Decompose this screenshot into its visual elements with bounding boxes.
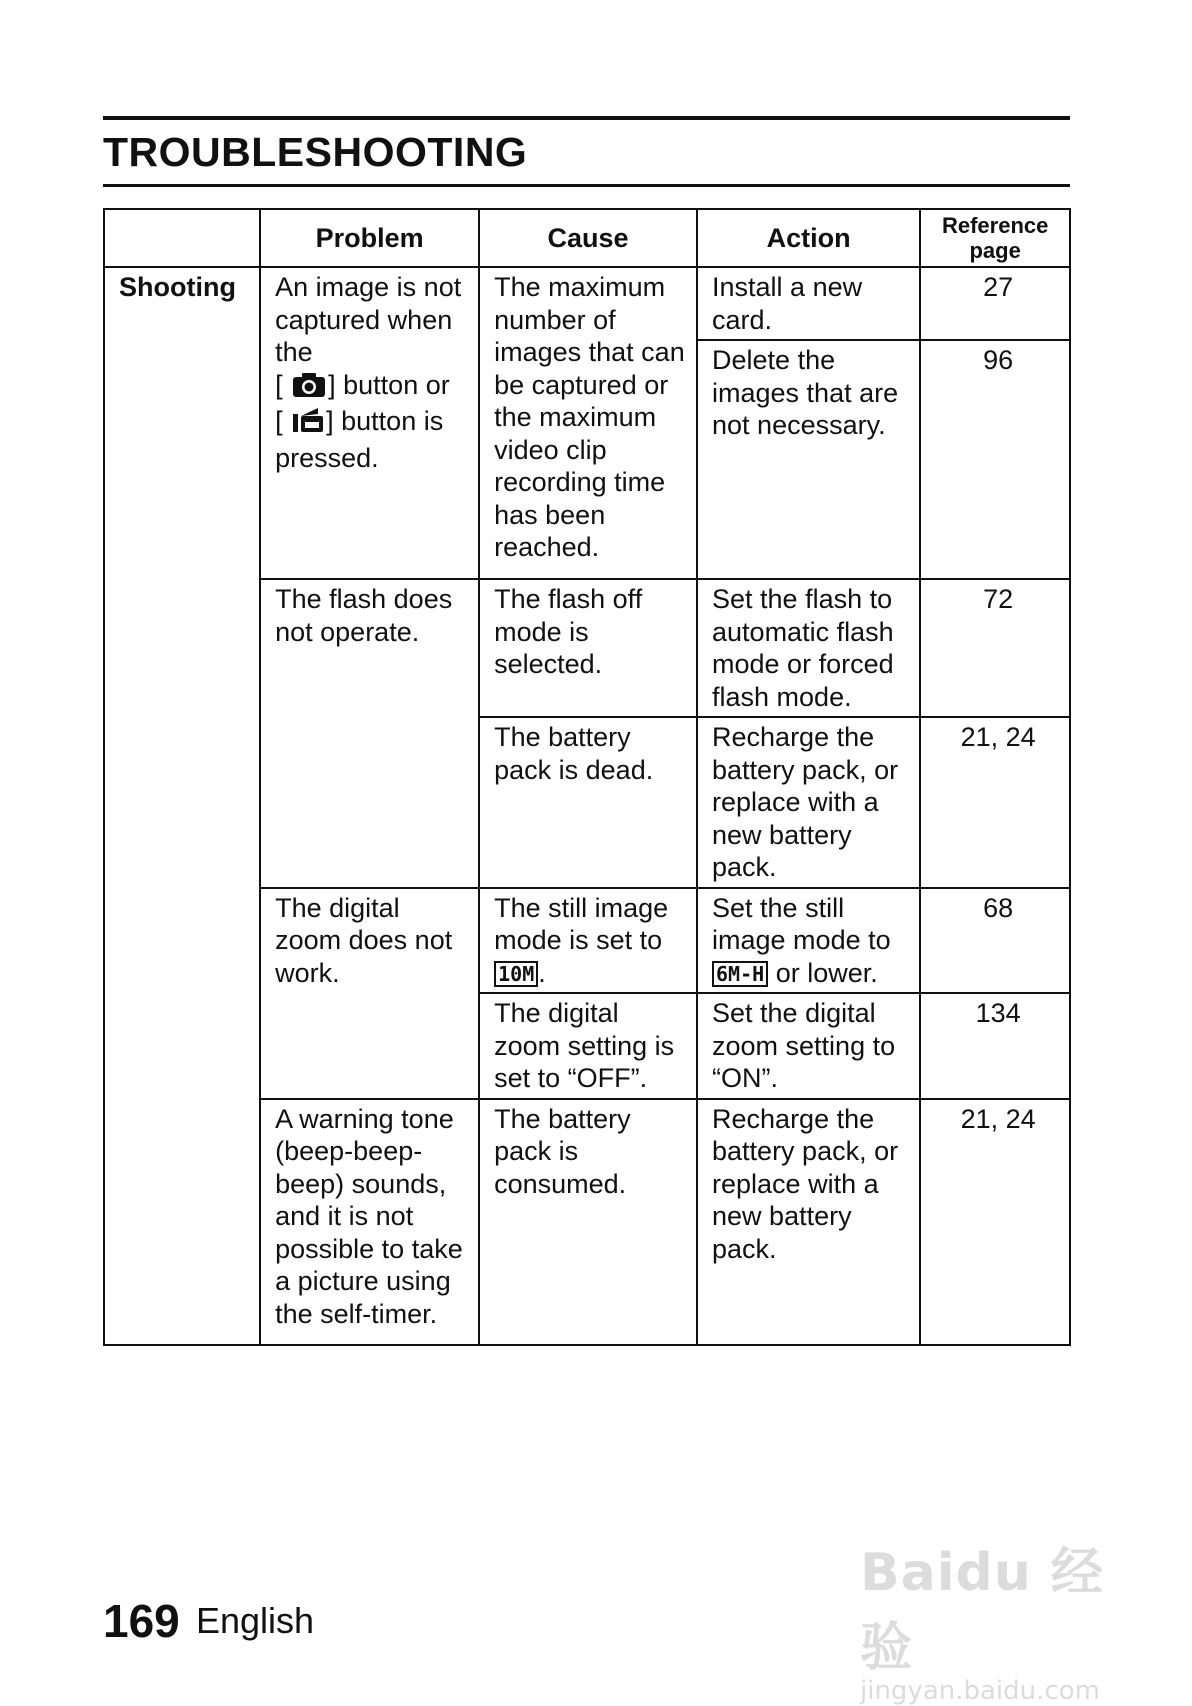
category-cell: Shooting bbox=[104, 267, 260, 1345]
cause-cell: The battery pack is consumed. bbox=[479, 1099, 697, 1345]
problem-text: An image is not captured when the bbox=[275, 272, 462, 367]
image-mode-6m-h-icon: 6M-H bbox=[712, 961, 768, 987]
header-category bbox=[104, 209, 260, 267]
problem-cell bbox=[260, 267, 479, 579]
action-cell: Recharge the battery pack, or replace with a new battery pack. bbox=[697, 717, 920, 888]
cause-text: . bbox=[538, 957, 546, 988]
reference-cell: 27 bbox=[920, 267, 1070, 340]
troubleshooting-table bbox=[103, 208, 1071, 1346]
reference-cell: 68 bbox=[920, 888, 1070, 994]
cause-cell: The digital zoom setting is set to “OFF”. bbox=[479, 993, 697, 1099]
action-cell bbox=[697, 888, 920, 994]
problem-cell: The digital zoom does not work. bbox=[260, 888, 479, 1099]
problem-text: ] button or bbox=[328, 369, 450, 400]
table-header-row bbox=[104, 209, 1070, 267]
problem-cell: The flash does not operate. bbox=[260, 579, 479, 888]
video-camera-icon bbox=[292, 406, 324, 442]
action-cell: Recharge the battery pack, or replace with a new battery pack. bbox=[697, 1099, 920, 1345]
action-cell: Set the digital zoom setting to “ON”. bbox=[697, 993, 920, 1099]
problem-cell: A warning tone (beep-beep-beep) sounds, and it is not possible to take a picture using the self-timer. bbox=[260, 1099, 479, 1345]
page-language: English bbox=[196, 1600, 315, 1641]
action-text: or lower. bbox=[775, 957, 878, 988]
cause-text: The still image mode is set to bbox=[494, 892, 669, 955]
header-problem: Problem bbox=[260, 209, 479, 267]
camera-icon bbox=[292, 372, 326, 406]
header-action: Action bbox=[697, 209, 920, 267]
reference-cell: 21, 24 bbox=[920, 717, 1070, 888]
watermark-url: jingyan.baidu.com bbox=[860, 1676, 1100, 1706]
cause-cell: The maximum number of images that can be captured or the maximum video clip recording time has been reached. bbox=[479, 267, 697, 579]
reference-cell: 72 bbox=[920, 579, 1070, 717]
cause-cell: The flash off mode is selected. bbox=[479, 579, 697, 717]
title-rule-top bbox=[103, 116, 1070, 120]
problem-text: ] button is pressed. bbox=[275, 406, 444, 473]
cause-cell bbox=[479, 888, 697, 994]
page-title: TROUBLESHOOTING bbox=[103, 129, 528, 175]
reference-cell: 134 bbox=[920, 993, 1070, 1099]
bracket-open: [ bbox=[275, 406, 283, 436]
header-reference: Reference page bbox=[920, 209, 1070, 267]
cause-cell: The battery pack is dead. bbox=[479, 717, 697, 888]
page-number: 169 bbox=[103, 1595, 180, 1647]
title-rule-bottom bbox=[103, 184, 1070, 187]
action-cell: Set the flash to automatic flash mode or forced flash mode. bbox=[697, 579, 920, 717]
bracket-open: [ bbox=[275, 369, 283, 400]
reference-cell: 21, 24 bbox=[920, 1099, 1070, 1345]
baidu-watermark bbox=[860, 1530, 1140, 1706]
action-cell: Install a new card. bbox=[697, 267, 920, 340]
header-cause: Cause bbox=[479, 209, 697, 267]
reference-cell: 96 bbox=[920, 340, 1070, 579]
action-cell: Delete the images that are not necessary. bbox=[697, 340, 920, 579]
table-row bbox=[104, 267, 1070, 340]
action-text: Set the still image mode to bbox=[712, 892, 891, 955]
image-mode-10m-icon: 10M bbox=[494, 961, 538, 987]
watermark-logo: Baidu 经验 bbox=[860, 1543, 1104, 1678]
